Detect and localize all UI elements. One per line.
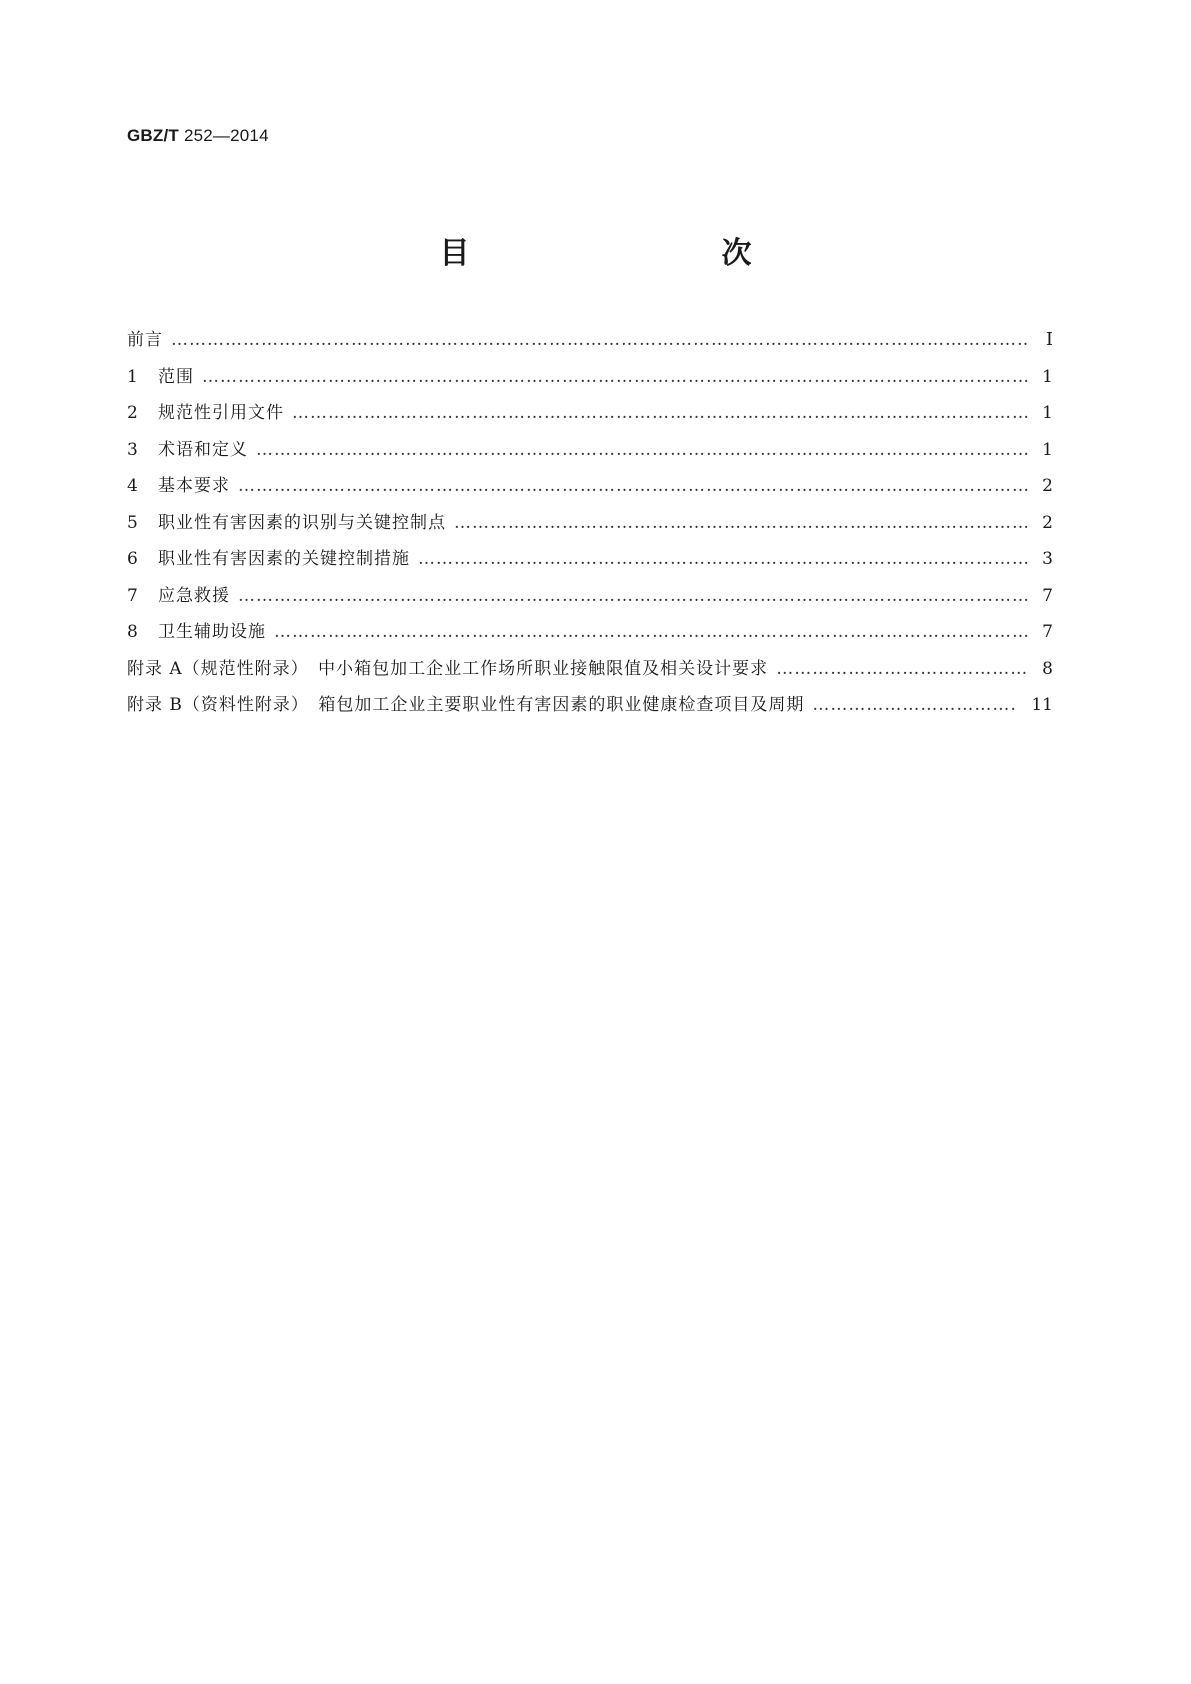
toc-entry-page: 11 xyxy=(1031,695,1053,715)
toc-entry-page: 1 xyxy=(1042,403,1053,423)
toc-entry-page: 1 xyxy=(1042,366,1053,387)
toc-leader-dots xyxy=(292,403,1028,423)
toc-entry-appendix-b[interactable] xyxy=(127,690,1053,727)
toc-entry-label: 职业性有害因素的关键控制措施 xyxy=(158,549,410,569)
toc-entry-label: 卫生辅助设施 xyxy=(158,622,266,642)
toc-entry-number: 3 xyxy=(127,439,138,460)
toc-entry-number: 4 xyxy=(127,476,138,496)
toc-leader-dots xyxy=(171,330,1029,350)
toc-entry-label: 规范性引用文件 xyxy=(158,403,284,423)
toc-entry-label: 前言 xyxy=(127,330,163,350)
toc-entry-number: 2 xyxy=(127,403,138,423)
toc-leader-dots xyxy=(238,476,1028,496)
toc-entry-page: 2 xyxy=(1042,512,1053,533)
toc-leader-dots xyxy=(238,586,1028,606)
toc-entry-label: 应急救援 xyxy=(158,585,230,606)
toc-leader-dots xyxy=(256,440,1028,460)
toc-entry-page: Ⅰ xyxy=(1045,329,1053,350)
toc-entry-page: 8 xyxy=(1042,658,1053,679)
toc-entry-appendix-a[interactable] xyxy=(127,654,1053,691)
toc-entry-8[interactable] xyxy=(127,617,1053,654)
toc-leader-dots xyxy=(776,659,1028,679)
toc-entry-foreword[interactable] xyxy=(127,325,1053,362)
toc-entry-number: 6 xyxy=(127,549,138,569)
toc-entry-label: 术语和定义 xyxy=(158,439,248,460)
toc-entry-number: 5 xyxy=(127,512,138,533)
toc-entry-page: 2 xyxy=(1042,476,1053,496)
toc-entry-label: 职业性有害因素的识别与关键控制点 xyxy=(158,512,446,533)
table-of-contents xyxy=(127,325,1053,727)
toc-entry-label: 附录 B（资料性附录） 箱包加工企业主要职业性有害因素的职业健康检查项目及周期 xyxy=(127,695,805,715)
toc-entry-3[interactable] xyxy=(127,435,1053,472)
toc-entry-1[interactable] xyxy=(127,362,1053,399)
toc-entry-page: 7 xyxy=(1042,585,1053,606)
toc-entry-label: 附录 A（规范性附录） 中小箱包加工企业工作场所职业接触限值及相关设计要求 xyxy=(127,658,769,679)
toc-leader-dots xyxy=(418,549,1028,569)
toc-entry-page: 3 xyxy=(1042,549,1053,569)
toc-entry-6[interactable] xyxy=(127,544,1053,581)
toc-entry-5[interactable] xyxy=(127,508,1053,545)
toc-entry-number: 1 xyxy=(127,366,138,387)
toc-entry-label: 基本要求 xyxy=(158,476,230,496)
toc-entry-number: 7 xyxy=(127,585,138,606)
toc-entry-4[interactable] xyxy=(127,471,1053,508)
toc-entry-page: 1 xyxy=(1042,439,1053,460)
page-title: 目 次 xyxy=(439,236,816,271)
toc-entry-2[interactable] xyxy=(127,398,1053,435)
standard-code-prefix: GBZ/T xyxy=(127,126,179,145)
standard-code-number: 252—2014 xyxy=(183,126,269,145)
toc-entry-number: 8 xyxy=(127,622,138,642)
toc-entry-page: 7 xyxy=(1042,622,1053,642)
toc-leader-dots xyxy=(274,622,1028,642)
toc-leader-dots xyxy=(454,513,1028,533)
toc-entry-label: 范围 xyxy=(158,366,194,387)
toc-leader-dots xyxy=(202,367,1028,387)
toc-leader-dots xyxy=(812,695,1017,715)
standard-code xyxy=(127,126,269,146)
toc-entry-7[interactable] xyxy=(127,581,1053,618)
